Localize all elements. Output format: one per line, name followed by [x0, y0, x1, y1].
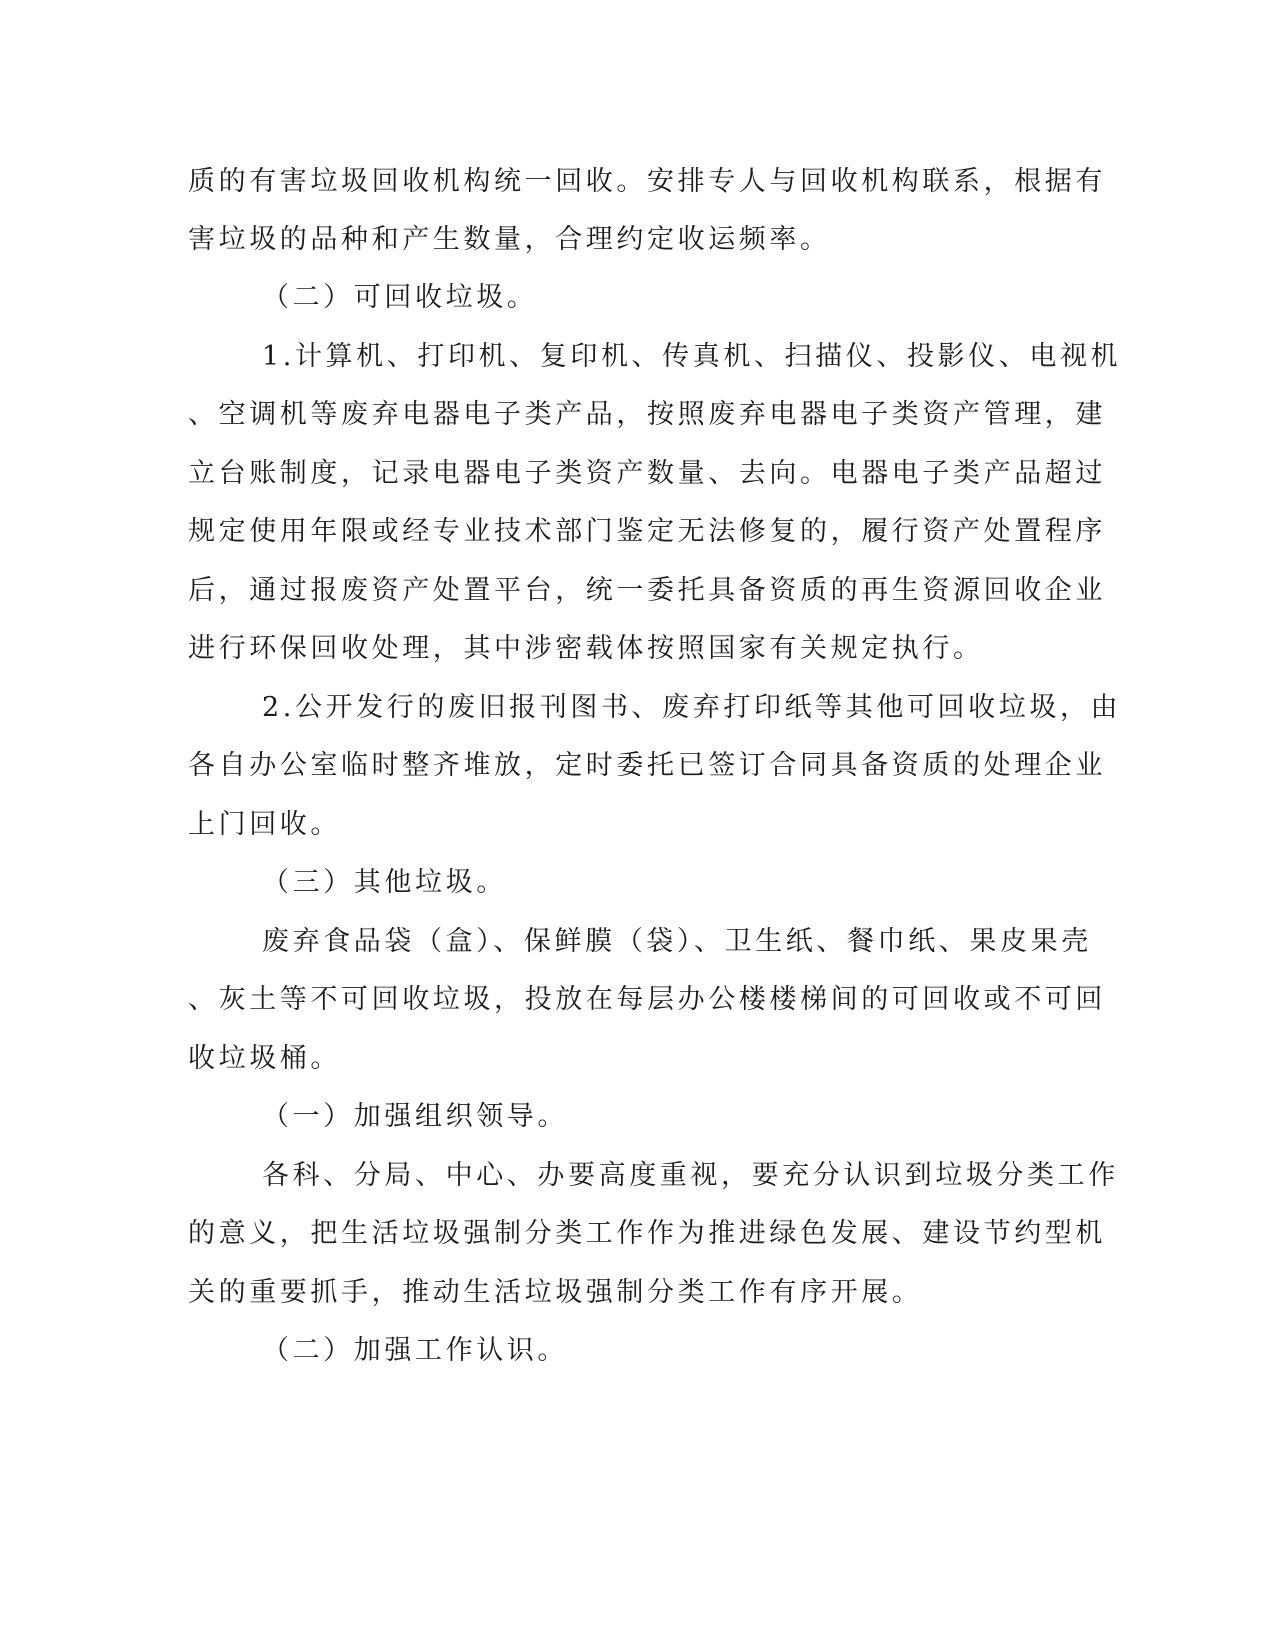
text-line: 、灰土等不可回收垃圾，投放在每层办公楼楼梯间的可回收或不可回 [188, 984, 1106, 1015]
text-line: 废弃食品袋（盒）、保鲜膜（袋）、卫生纸、餐巾纸、果皮果壳 [262, 926, 1092, 957]
text-line: 收垃圾桶。 [188, 1043, 341, 1074]
text-line: 规定使用年限或经专业技术部门鉴定无法修复的，履行资产处置程序 [188, 516, 1106, 547]
text-line: 各科、分局、中心、办要高度重视，要充分认识到垃圾分类工作 [262, 1160, 1119, 1191]
section-heading: （二）可回收垃圾。 [262, 282, 538, 313]
text-line: 关的重要抓手，推动生活垃圾强制分类工作有序开展。 [188, 1277, 923, 1308]
section-heading: （二）加强工作认识。 [262, 1335, 568, 1366]
text-line: 立台账制度，记录电器电子类资产数量、去向。电器电子类产品超过 [188, 458, 1106, 489]
text-line: 2.公开发行的废旧报刊图书、废弃打印纸等其他可回收垃圾，由 [262, 692, 1122, 723]
text-line: 上门回收。 [188, 809, 341, 840]
text-line: 质的有害垃圾回收机构统一回收。安排专人与回收机构联系，根据有 [188, 166, 1106, 197]
text-line: 、空调机等废弃电器电子类产品，按照废弃电器电子类资产管理，建 [188, 399, 1106, 430]
text-line: 害垃圾的品种和产生数量，合理约定收运频率。 [188, 224, 831, 255]
section-heading: （三）其他垃圾。 [262, 867, 507, 898]
text-line: 1.计算机、打印机、复印机、传真机、扫描仪、投影仪、电视机 [262, 341, 1122, 372]
text-line: 进行环保回收处理，其中涉密载体按照国家有关规定执行。 [188, 633, 984, 664]
text-line: 各自办公室临时整齐堆放，定时委托已签订合同具备资质的处理企业 [188, 750, 1106, 781]
section-heading: （一）加强组织领导。 [262, 1101, 568, 1132]
text-line: 后，通过报废资产处置平台，统一委托具备资质的再生资源回收企业 [188, 575, 1106, 606]
text-line: 的意义，把生活垃圾强制分类工作作为推进绿色发展、建设节约型机 [188, 1218, 1106, 1249]
